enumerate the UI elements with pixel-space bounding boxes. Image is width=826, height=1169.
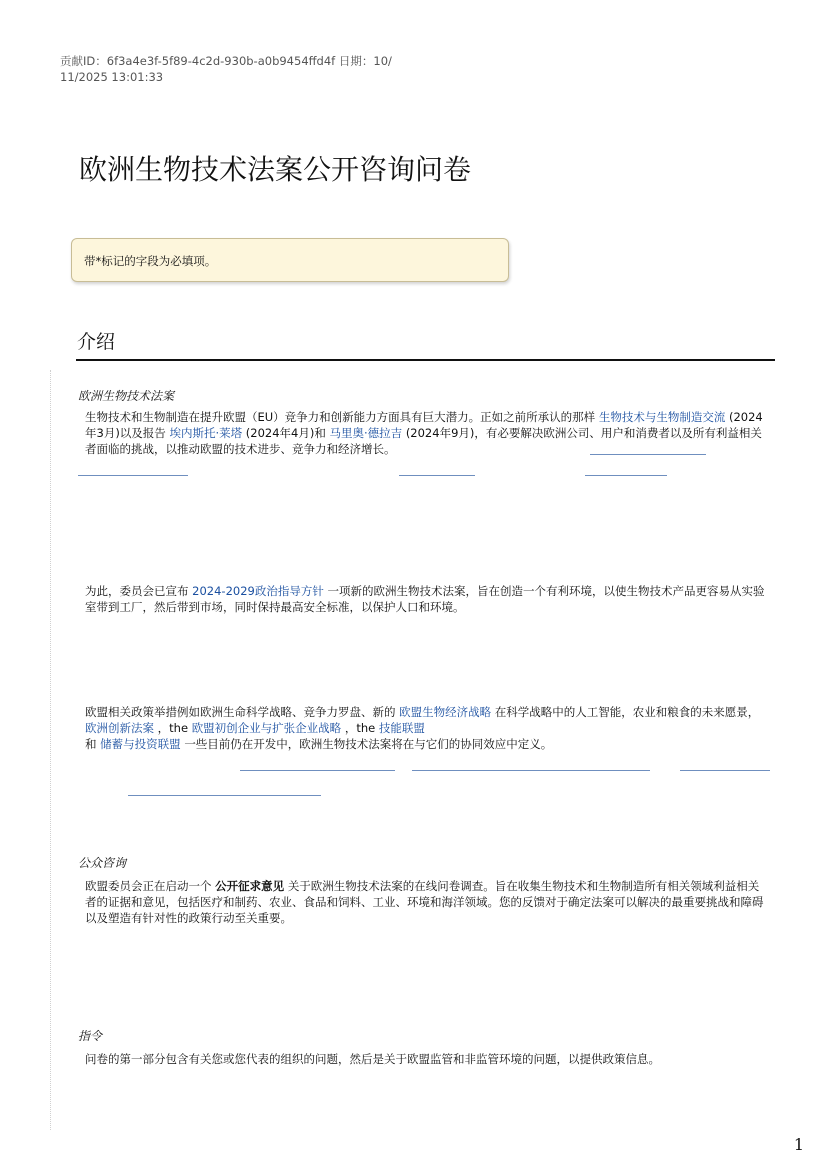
innovation-act-link[interactable]: 欧洲创新法案 <box>85 721 154 735</box>
text: 欧盟相关政策举措例如欧洲生命科学战略、竞争力罗盘、新的 <box>85 705 396 719</box>
skills-union-link[interactable]: 技能联盟 <box>378 721 425 735</box>
text: 一些目前仍在开发中，欧洲生物技术法案将在与它们的协同效应中定义。 <box>184 737 553 751</box>
text: (2024年4月)和 <box>245 426 326 440</box>
savings-investment-union-link[interactable]: 储蓄与投资联盟 <box>100 737 181 751</box>
text: 为此，委员会已宣布 <box>85 584 189 598</box>
instructions-heading: 指令 <box>78 1029 103 1043</box>
link-underline <box>399 475 475 476</box>
link-underline <box>78 475 188 476</box>
link-underline <box>590 454 706 455</box>
section-title: 介绍 <box>77 331 116 353</box>
left-margin-guide <box>50 370 51 1130</box>
intro-paragraph <box>85 409 769 457</box>
draghi-report-link[interactable]: 马里奥·德拉吉 <box>329 426 403 440</box>
date-line: 11/2025 13:01:33 <box>60 70 164 84</box>
act-heading: 欧洲生物技术法案 <box>78 389 175 403</box>
letta-report-link[interactable]: 埃内斯托·莱塔 <box>169 426 243 440</box>
text: ，the <box>344 721 376 735</box>
bioeconomy-strategy-link[interactable]: 欧盟生物经济战略 <box>399 705 492 719</box>
text: (2024年3月)以及报告 <box>85 410 763 440</box>
instructions-paragraph: 问卷的第一部分包含有关您或您代表的组织的问题，然后是关于欧盟监管和非监管环境的问题，以提供政策信息。 <box>85 1052 660 1066</box>
document-meta <box>60 53 410 85</box>
page-number: 1 <box>793 1135 804 1154</box>
link-underline <box>412 770 650 771</box>
text: (2024年9月)，有必要解决欧洲公司、用户和消费者以及所有利益相关者面临的挑战，以推动欧盟的技术进步、竞争力和经济增长。 <box>85 426 762 456</box>
required-fields-notice: 带*标记的字段为必填项。 <box>71 238 509 282</box>
text: 一项新的欧洲生物技术法案，旨在创造一个有利环境，以使生物技术产品更容易从实验室带到工厂，然后带到市场，同时保持最高安全标准，以保护人口和环境。 <box>85 584 765 614</box>
section-divider <box>76 359 775 361</box>
consultation-paragraph <box>85 878 769 926</box>
guidelines-paragraph <box>85 583 769 615</box>
text: 生物技术和生物制造在提升欧盟（EU）竞争力和创新能力方面具有巨大潜力。正如之前所承认的那样 <box>85 410 596 424</box>
text: 欧盟委员会正在启动一个 <box>85 879 212 893</box>
policy-initiatives-paragraph <box>85 704 769 752</box>
public-consultation-emphasis: 公开征求意见 <box>215 879 285 893</box>
link-underline <box>128 795 321 796</box>
text: 关于欧洲生物技术法案的在线问卷调查。旨在收集生物技术和生物制造所有相关领域利益相关者的证据和意见，包括医疗和制药、农业、食品和饲料、工业、环境和海洋领域。您的反馈对于确定法案可以解决的最重要挑战和障碍以及塑造有针对性的政策行动至关重要。 <box>85 879 764 925</box>
page-title: 欧洲生物技术法案公开咨询问卷 <box>79 153 472 186</box>
link-underline <box>585 475 667 476</box>
text: ，the <box>157 721 189 735</box>
biotech-communication-link[interactable]: 生物技术与生物制造交流 <box>598 410 726 424</box>
political-guidelines-link[interactable]: 2024-2029政治指导方针 <box>192 584 324 598</box>
text: 在科学战略中的人工智能，农业和粮食的未来愿景， <box>494 705 760 719</box>
text: 和 <box>85 737 97 751</box>
link-underline <box>680 770 770 771</box>
startup-scaleup-strategy-link[interactable]: 欧盟初创企业与扩张企业战略 <box>191 721 342 735</box>
link-underline <box>240 770 395 771</box>
contribution-id-line: 贡献ID：6f3a4e3f-5f89-4c2d-930b-a0b9454ffd4f 日期：10/ <box>60 54 392 68</box>
consultation-heading: 公众咨询 <box>78 856 127 870</box>
